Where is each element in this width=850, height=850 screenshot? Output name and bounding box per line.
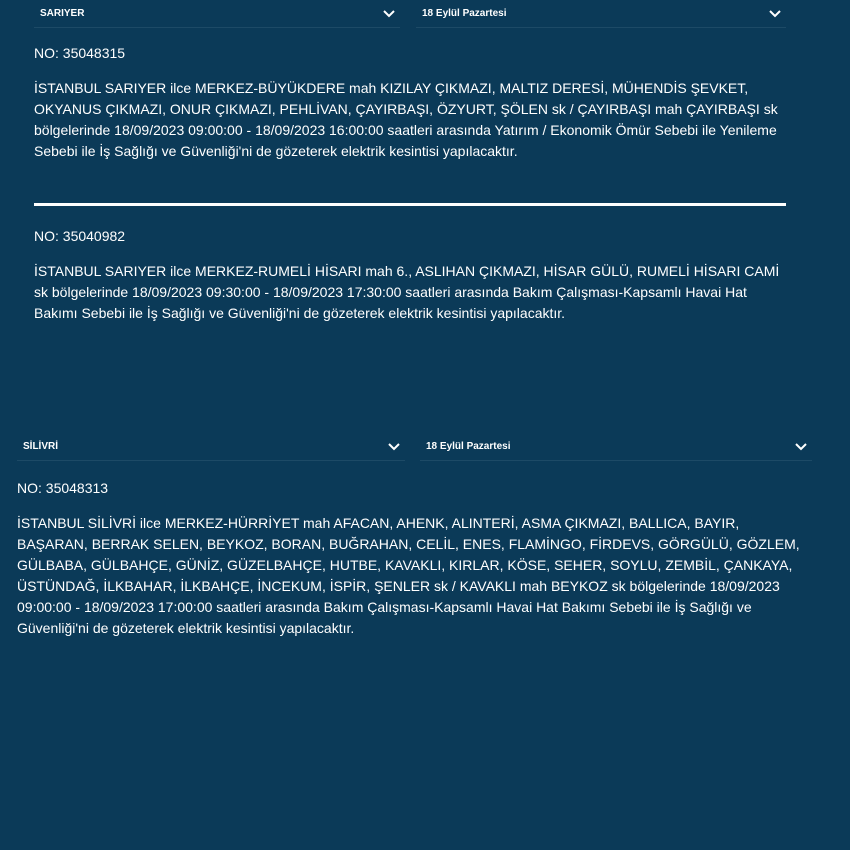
district-select[interactable] bbox=[17, 433, 405, 461]
date-select-value: 18 Eylül Pazartesi bbox=[422, 8, 507, 19]
notice-number: NO: 35048315 bbox=[34, 45, 126, 61]
chevron-down-icon bbox=[382, 7, 396, 21]
divider bbox=[34, 203, 786, 206]
notice-text: İSTANBUL SARIYER ilce MERKEZ-RUMELİ HİSARI mah 6., ASLIHAN ÇIKMAZI, HİSAR GÜLÜ, RUMELİ HİSARI CAMİ sk bölgelerinde 18/09/2023 09:30:00 - 18/09/2023 17:30:00 saatleri arasında Bakım Çalışması-Kapsamlı Havai Hat Bakımı Sebebi ile İş Sağlığı ve Güvenliği'ni de gözeterek elektrik kesintisi yapılacaktır. bbox=[34, 263, 780, 321]
chevron-down-icon bbox=[768, 7, 782, 21]
notice-number: NO: 35048313 bbox=[17, 480, 109, 496]
district-select-value: SARIYER bbox=[40, 8, 85, 19]
date-select[interactable] bbox=[416, 0, 786, 28]
outage-notice bbox=[34, 226, 786, 324]
notice-text: İSTANBUL SİLİVRİ ilce MERKEZ-HÜRRİYET mah AFACAN, AHENK, ALINTERİ, ASMA ÇIKMAZI, BALLICA, BAYIR, BAŞARAN, BERRAK SELEN, BEYKOZ, BORAN, BUĞRAHAN, CELİL, ENES, FLAMİNGO, FİRDEVS, GÖRGÜLÜ, GÖZLEM, GÜLBABA, GÜLBAHÇE, GÜNİZ, GÜZELBAHÇE, HUTBE, KAVAKLI, KIRLAR, KÖSE, SEHER, SOYLU, ZEMBİL, ÇANKAYA, ÜSTÜNDAĞ, İLKBAHAR, İLKBAHÇE, İNCEKUM, İSPİR, ŞENLER sk / KAVAKLI mah BEYKOZ sk bölgelerinde 18/09/2023 09:00:00 - 18/09/2023 17:00:00 saatleri arasında Bakım Çalışması-Kapsamlı Havai Hat Bakımı Sebebi ile İş Sağlığı ve Güvenliği'ni de gözeterek elektrik kesintisi yapılacaktır. bbox=[17, 515, 800, 636]
outage-notice bbox=[17, 478, 812, 639]
date-select[interactable] bbox=[420, 433, 812, 461]
notice-number: NO: 35040982 bbox=[34, 228, 126, 244]
chevron-down-icon bbox=[794, 440, 808, 454]
district-select-value: SİLİVRİ bbox=[23, 441, 59, 452]
chevron-down-icon bbox=[387, 440, 401, 454]
notice-text: İSTANBUL SARIYER ilce MERKEZ-BÜYÜKDERE mah KIZILAY ÇIKMAZI, MALTIZ DERESİ, MÜHENDİS ŞEVKET, OKYANUS ÇIKMAZI, ONUR ÇIKMAZI, PEHLİVAN, ÇAYIRBAŞI, ÖZYURT, ŞÖLEN sk / ÇAYIRBAŞI mah ÇAYIRBAŞI sk bölgelerinde 18/09/2023 09:00:00 - 18/09/2023 16:00:00 saatleri arasında Yatırım / Ekonomik Ömür Sebebi ile Yenileme Sebebi ile İş Sağlığı ve Güvenliği'ni de gözeterek elektrik kesintisi yapılacaktır. bbox=[34, 80, 778, 159]
district-select[interactable] bbox=[34, 0, 400, 28]
outage-notice bbox=[34, 43, 786, 162]
date-select-value: 18 Eylül Pazartesi bbox=[426, 441, 511, 452]
